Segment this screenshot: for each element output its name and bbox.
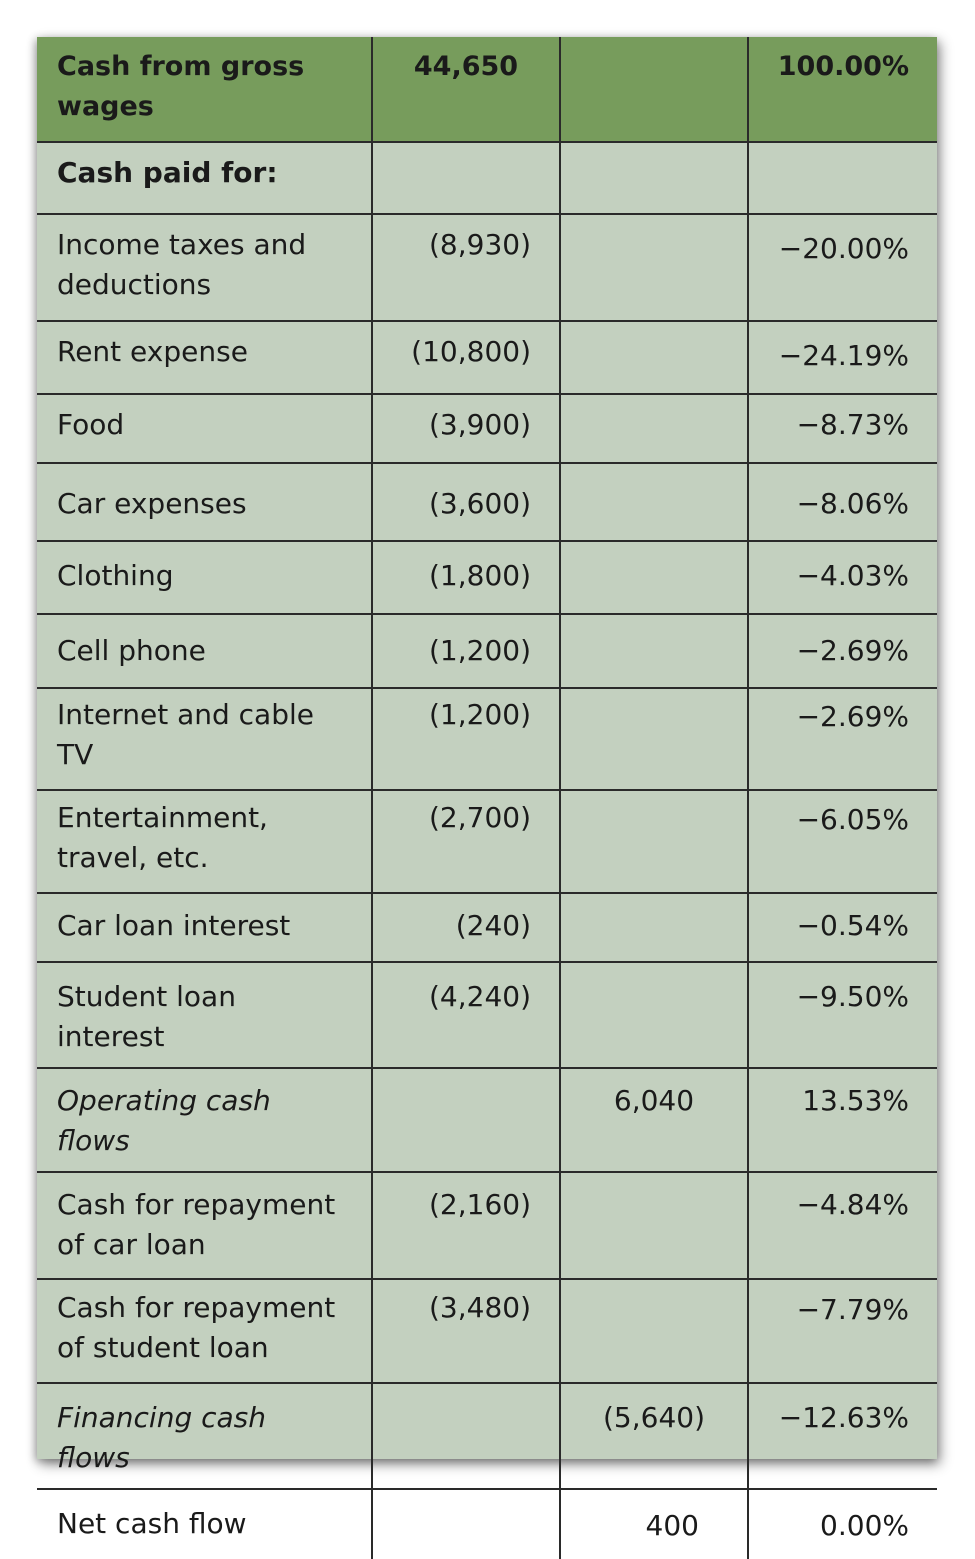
row-percent: −4.84% [748, 1172, 937, 1279]
row-amount: (8,930) [372, 214, 560, 321]
table-row-net-cash-flow [37, 1489, 937, 1559]
row-percent: −2.69% [748, 688, 937, 790]
table-row [37, 541, 937, 614]
table-row [37, 1172, 937, 1279]
row-label: Cash for repayment of car loan [37, 1172, 372, 1279]
row-percent: −8.06% [748, 463, 937, 541]
row-label: Clothing [37, 541, 372, 614]
row-amount: (1,800) [372, 541, 560, 614]
table-row [37, 688, 937, 790]
row-label: Cash for repayment of student loan [37, 1279, 372, 1383]
row-label: Car loan interest [37, 893, 372, 962]
row-subtotal [560, 142, 748, 214]
row-subtotal [560, 893, 748, 962]
table-row [37, 321, 937, 394]
row-subtotal [560, 394, 748, 463]
row-amount [372, 1068, 560, 1172]
row-percent: 100.00% [748, 37, 937, 142]
row-subtotal [560, 1172, 748, 1279]
row-subtotal [560, 614, 748, 688]
row-amount: (1,200) [372, 688, 560, 790]
row-percent: −7.79% [748, 1279, 937, 1383]
row-label: Rent expense [37, 321, 372, 394]
row-subtotal [560, 321, 748, 394]
table-row [37, 614, 937, 688]
row-amount: 44,650 [372, 37, 560, 142]
row-percent: −24.19% [748, 321, 937, 394]
row-amount [372, 1383, 560, 1489]
row-amount [372, 1489, 560, 1559]
row-percent: −4.03% [748, 541, 937, 614]
row-subtotal [560, 790, 748, 893]
table-row [37, 1279, 937, 1383]
cash-flow-table-body [37, 37, 937, 1559]
table-row [37, 893, 937, 962]
row-percent: 13.53% [748, 1068, 937, 1172]
row-subtotal [560, 541, 748, 614]
row-label: Cash from gross wages [37, 37, 372, 142]
table-row-cash-paid-for [37, 142, 937, 214]
row-amount: (4,240) [372, 962, 560, 1068]
row-percent: 0.00% [748, 1489, 937, 1559]
row-label: Cell phone [37, 614, 372, 688]
table-row [37, 790, 937, 893]
row-label: Net cash flow [37, 1489, 372, 1559]
row-amount: (3,900) [372, 394, 560, 463]
row-amount: (10,800) [372, 321, 560, 394]
table-row-financing-cash-flows [37, 1383, 937, 1489]
row-subtotal [560, 463, 748, 541]
table-row [37, 394, 937, 463]
row-percent [748, 142, 937, 214]
row-subtotal [560, 688, 748, 790]
row-percent: −8.73% [748, 394, 937, 463]
row-percent: −20.00% [748, 214, 937, 321]
row-amount: (2,700) [372, 790, 560, 893]
row-subtotal [560, 1279, 748, 1383]
row-percent: −9.50% [748, 962, 937, 1068]
row-label: Internet and cable TV [37, 688, 372, 790]
row-amount: (3,480) [372, 1279, 560, 1383]
row-subtotal [560, 962, 748, 1068]
row-percent: −0.54% [748, 893, 937, 962]
table-row [37, 463, 937, 541]
row-subtotal: 400 [560, 1489, 748, 1559]
cash-flow-table [37, 37, 937, 1559]
row-label: Financing cash flows [37, 1383, 372, 1489]
row-label: Income taxes and deductions [37, 214, 372, 321]
row-subtotal: 6,040 [560, 1068, 748, 1172]
row-subtotal: (5,640) [560, 1383, 748, 1489]
row-subtotal [560, 37, 748, 142]
row-label: Operating cash flows [37, 1068, 372, 1172]
row-amount: (3,600) [372, 463, 560, 541]
row-label: Student loan interest [37, 962, 372, 1068]
row-amount: (240) [372, 893, 560, 962]
cash-flow-statement-sheet [37, 37, 937, 1542]
row-label: Entertainment, travel, etc. [37, 790, 372, 893]
row-percent: −6.05% [748, 790, 937, 893]
row-percent: −2.69% [748, 614, 937, 688]
row-amount [372, 142, 560, 214]
row-percent: −12.63% [748, 1383, 937, 1489]
row-subtotal [560, 214, 748, 321]
table-row [37, 962, 937, 1068]
table-row-operating-cash-flows [37, 1068, 937, 1172]
row-label: Car expenses [37, 463, 372, 541]
row-amount: (1,200) [372, 614, 560, 688]
row-amount: (2,160) [372, 1172, 560, 1279]
row-label: Cash paid for: [37, 142, 372, 214]
row-label: Food [37, 394, 372, 463]
table-row-gross-wages [37, 37, 937, 142]
table-row [37, 214, 937, 321]
